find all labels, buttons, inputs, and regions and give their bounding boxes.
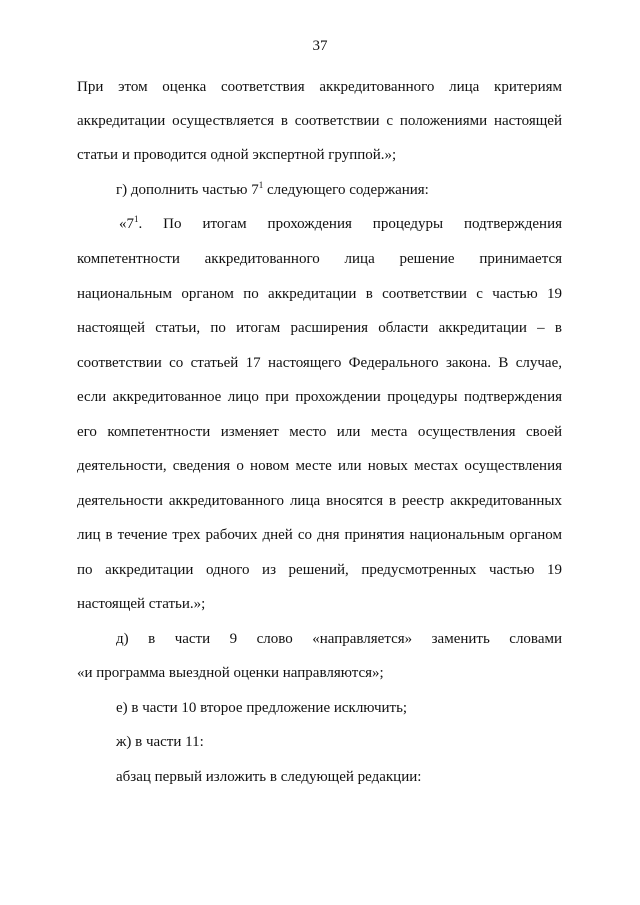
text-line: д) в части 9 слово «направляется» заменить словами — [116, 631, 562, 647]
text-line: по аккредитации одного из решений, предусмотренных частью 19 — [77, 562, 562, 578]
text-fragment: г) дополнить частью 7 — [116, 182, 259, 198]
text-line: национальным органом по аккредитации в соответствии с частью 19 — [77, 286, 562, 302]
text-line: если аккредитованное лицо при прохождении процедуры подтверждения — [77, 389, 562, 405]
text-line: настоящей статьи, по итогам расширения области аккредитации – в — [77, 320, 562, 336]
page-number: 37 — [312, 38, 328, 54]
text-line: деятельности, сведения о новом месте или новых местах осуществления — [77, 458, 562, 474]
text-fragment: «7 — [119, 216, 134, 232]
text-line: настоящей статьи.»; — [77, 596, 206, 612]
superscript: 1 — [134, 214, 139, 224]
text-fragment: следующего содержания: — [263, 182, 429, 198]
text-line: При этом оценка соответствия аккредитованного лица критериям — [77, 79, 562, 95]
text-line: е) в части 10 второе предложение исключить; — [116, 700, 408, 716]
text-line: компетентности аккредитованного лица решение принимается — [77, 251, 562, 267]
text-line: статьи и проводится одной экспертной группой.»; — [77, 147, 397, 163]
superscript: 1 — [258, 180, 264, 190]
text-line: лиц в течение трех рабочих дней со дня принятия национальным органом — [77, 527, 562, 543]
text-fragment: . По итогам прохождения процедуры подтверждения — [138, 216, 562, 232]
text-line: абзац первый изложить в следующей редакции: — [116, 769, 422, 785]
text-line: деятельности аккредитованного лица вносятся в реестр аккредитованных — [77, 493, 562, 509]
text-line: ж) в части 11: — [116, 734, 204, 750]
text-line: соответствии со статьей 17 настоящего Федерального закона. В случае, — [77, 355, 562, 371]
text-line — [116, 181, 562, 199]
text-line — [119, 215, 562, 233]
text-line: «и программа выездной оценки направляются»; — [77, 665, 384, 681]
text-line: аккредитации осуществляется в соответствии с положениями настоящей — [77, 113, 562, 129]
text-line: его компетентности изменяет место или места осуществления своей — [77, 424, 562, 440]
